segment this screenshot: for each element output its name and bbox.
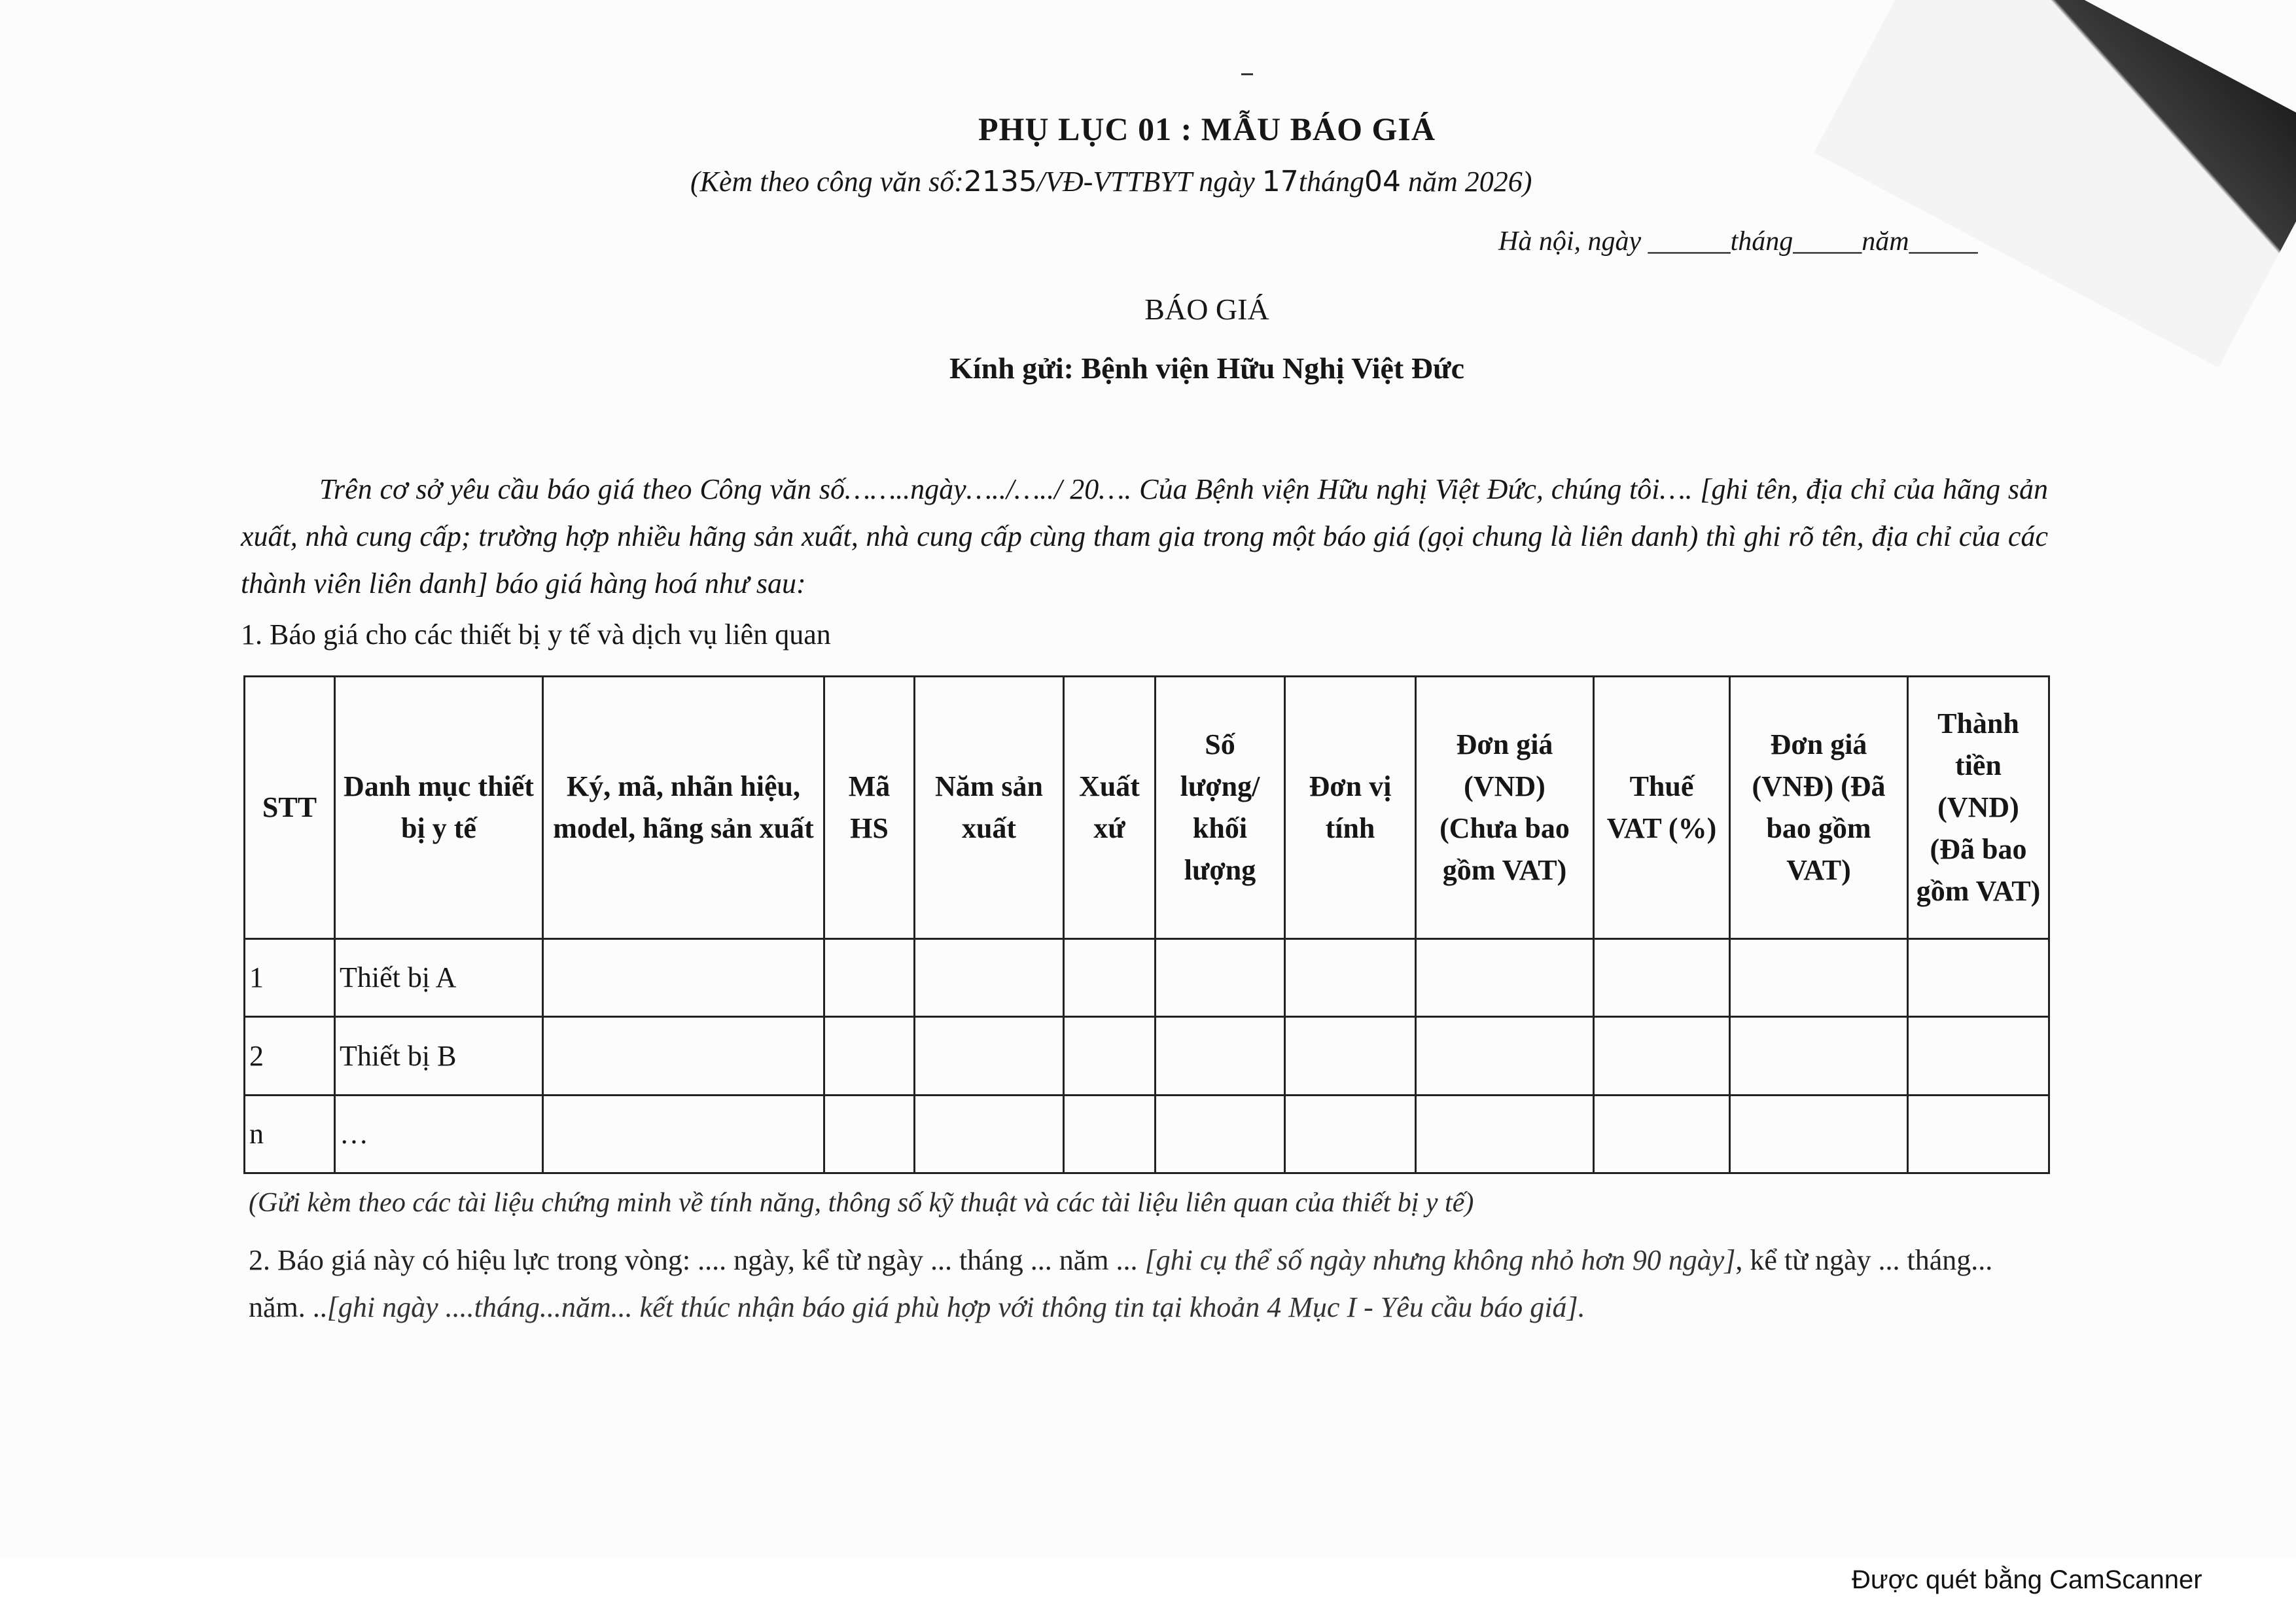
section-1-heading: 1. Báo giá cho các thiết bị y tế và dịch vụ liên quan bbox=[241, 618, 831, 651]
attachment-note: (Gửi kèm theo các tài liệu chứng minh về tính năng, thông số kỹ thuật và các tài liệu liên quan của thiết bị y tế) bbox=[249, 1188, 1474, 1218]
empty-cell bbox=[1285, 1095, 1416, 1173]
empty-cell bbox=[1416, 1095, 1594, 1173]
row-stt: 2 bbox=[245, 1017, 335, 1095]
empty-cell bbox=[1908, 938, 2049, 1016]
header-price-excl-vat: Đơn giá (VND) (Chưa bao gồm VAT) bbox=[1416, 677, 1594, 939]
empty-cell bbox=[824, 1095, 915, 1173]
section-2-text: 2. Báo giá này có hiệu lực trong vòng: .... ngày, kể từ ngày ... tháng ... năm ... bbox=[249, 1244, 1145, 1276]
empty-cell bbox=[1416, 1017, 1594, 1095]
header-brand-model: Ký, mã, nhãn hiệu, model, hãng sản xuất bbox=[543, 677, 824, 939]
place-date-line: Hà nội, ngày ______tháng_____năm_____ bbox=[1498, 226, 1978, 257]
header-unit: Đơn vị tính bbox=[1285, 677, 1416, 939]
empty-cell bbox=[1285, 1017, 1416, 1095]
empty-cell bbox=[1064, 1095, 1156, 1173]
header-hs-code: Mã HS bbox=[824, 677, 915, 939]
ref-prefix: (Kèm theo công văn số: bbox=[690, 166, 964, 198]
empty-cell bbox=[1908, 1095, 2049, 1173]
empty-cell bbox=[1730, 1095, 1908, 1173]
table-row bbox=[245, 1095, 2049, 1173]
row-stt: 1 bbox=[245, 938, 335, 1016]
ref-suffix: năm 2026) bbox=[1401, 166, 1532, 198]
header-vat: Thuế VAT (%) bbox=[1594, 677, 1730, 939]
empty-cell bbox=[1730, 938, 1908, 1016]
section-2-text: , kể từ ngày ... tháng... năm. .. bbox=[249, 1244, 1993, 1323]
empty-cell bbox=[915, 1095, 1064, 1173]
table-row bbox=[245, 1017, 2049, 1095]
stray-mark bbox=[1241, 73, 1253, 75]
table-row bbox=[245, 938, 2049, 1016]
empty-cell bbox=[1064, 938, 1156, 1016]
scanner-watermark: Được quét bằng CamScanner bbox=[1852, 1565, 2202, 1594]
empty-cell bbox=[1064, 1017, 1156, 1095]
intro-paragraph: Trên cơ sở yêu cầu báo giá theo Công văn số……..ngày…../…../ 20…. Của Bệnh viện Hữu nghị Việt Đức, chúng tôi…. [ghi tên, địa chỉ của hãng sản xuất, nhà cung cấp; trường hợp nhiều hãng sản xuất, nhà cung cấp cùng tham gia trong một báo giá (gọi chung là liên danh) thì ghi rõ tên, địa chỉ của các thành viên liên danh] báo giá hàng hoá như sau: bbox=[241, 473, 2048, 599]
recipient-line: Kính gửi: Bệnh viện Hữu Nghị Việt Đức bbox=[949, 351, 1464, 385]
table-header-row bbox=[245, 677, 2049, 939]
header-total: Thành tiền (VND) (Đã bao gồm VAT) bbox=[1908, 677, 2049, 939]
ref-number-handwritten: 2135 bbox=[963, 165, 1037, 198]
empty-cell bbox=[1594, 1095, 1730, 1173]
empty-cell bbox=[824, 1017, 915, 1095]
empty-cell bbox=[543, 1095, 824, 1173]
empty-cell bbox=[543, 1017, 824, 1095]
empty-cell bbox=[1908, 1017, 2049, 1095]
ref-mid: /VĐ-VTTBYT ngày bbox=[1036, 166, 1255, 198]
row-device-name: … bbox=[335, 1095, 543, 1173]
row-stt: n bbox=[245, 1095, 335, 1173]
header-origin: Xuất xứ bbox=[1064, 677, 1156, 939]
empty-cell bbox=[1156, 1017, 1285, 1095]
header-stt: STT bbox=[245, 677, 335, 939]
row-device-name: Thiết bị B bbox=[335, 1017, 543, 1095]
document-title: BÁO GIÁ bbox=[1144, 293, 1269, 326]
header-year: Năm sản xuất bbox=[915, 677, 1064, 939]
section-2-paragraph bbox=[249, 1237, 2048, 1331]
ref-month-label: tháng bbox=[1298, 166, 1365, 198]
appendix-title: PHỤ LỤC 01 : MẪU BÁO GIÁ bbox=[978, 111, 1436, 147]
reference-line bbox=[690, 165, 1532, 198]
empty-cell bbox=[1594, 938, 1730, 1016]
empty-cell bbox=[1730, 1017, 1908, 1095]
row-device-name: Thiết bị A bbox=[335, 938, 543, 1016]
header-quantity: Số lượng/ khối lượng bbox=[1156, 677, 1285, 939]
header-price-incl-vat: Đơn giá (VNĐ) (Đã bao gồm VAT) bbox=[1730, 677, 1908, 939]
empty-cell bbox=[915, 938, 1064, 1016]
empty-cell bbox=[543, 938, 824, 1016]
quotation-table bbox=[243, 675, 2050, 1174]
header-device-list: Danh mục thiết bị y tế bbox=[335, 677, 543, 939]
empty-cell bbox=[1156, 1095, 1285, 1173]
empty-cell bbox=[1594, 1017, 1730, 1095]
empty-cell bbox=[1156, 938, 1285, 1016]
empty-cell bbox=[824, 938, 915, 1016]
ref-day-handwritten: 17 bbox=[1262, 165, 1299, 198]
empty-cell bbox=[915, 1017, 1064, 1095]
ref-month-handwritten: 04 bbox=[1364, 165, 1402, 198]
section-2-instruction: [ghi cụ thể số ngày nhưng không nhỏ hơn 90 ngày] bbox=[1144, 1244, 1736, 1276]
empty-cell bbox=[1285, 938, 1416, 1016]
section-2-instruction: [ghi ngày ....tháng...năm... kết thúc nhận báo giá phù hợp với thông tin tại khoản 4 Mục I - Yêu cầu báo giá]. bbox=[327, 1291, 1585, 1323]
empty-cell bbox=[1416, 938, 1594, 1016]
